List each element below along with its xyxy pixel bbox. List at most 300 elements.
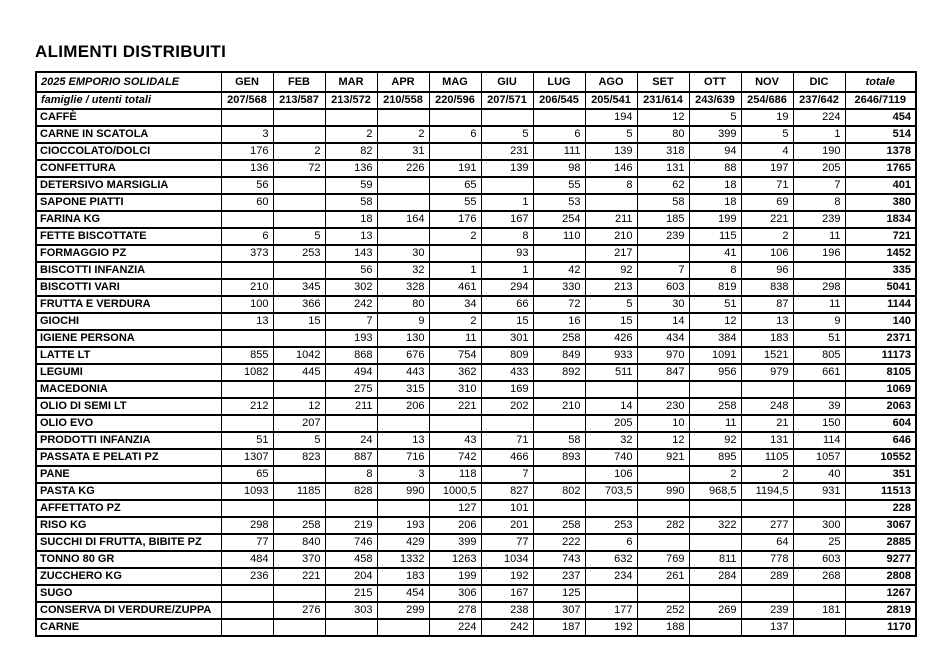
cell-value: 56 bbox=[325, 262, 377, 279]
cell-value: 92 bbox=[689, 432, 741, 449]
cell-value: 956 bbox=[689, 364, 741, 381]
cell-value: 310 bbox=[429, 381, 481, 398]
cell-value: 13 bbox=[221, 313, 273, 330]
table-row bbox=[36, 347, 916, 364]
table-body bbox=[36, 92, 916, 636]
cell-value: 306 bbox=[429, 585, 481, 602]
cell-value: 43 bbox=[429, 432, 481, 449]
row-total: 1378 bbox=[845, 143, 916, 160]
row-label: AFFETTATO PZ bbox=[36, 500, 221, 517]
cell-value: 811 bbox=[689, 551, 741, 568]
cell-value: 990 bbox=[637, 483, 689, 500]
cell-value: 82 bbox=[325, 143, 377, 160]
cell-value: 18 bbox=[689, 194, 741, 211]
cell-value: 2 bbox=[741, 466, 793, 483]
cell-value bbox=[273, 330, 325, 347]
cell-value: 199 bbox=[429, 568, 481, 585]
cell-value: 278 bbox=[429, 602, 481, 619]
cell-value: 30 bbox=[377, 245, 429, 262]
cell-value bbox=[377, 109, 429, 126]
table-row bbox=[36, 313, 916, 330]
row-total: 5041 bbox=[845, 279, 916, 296]
cell-value bbox=[221, 602, 273, 619]
cell-value: 769 bbox=[637, 551, 689, 568]
families-users-row bbox=[36, 92, 916, 109]
cell-value bbox=[793, 262, 845, 279]
cell-value: 893 bbox=[533, 449, 585, 466]
cell-value: 16 bbox=[533, 313, 585, 330]
families-users-value: 220/596 bbox=[429, 92, 481, 109]
cell-value: 131 bbox=[741, 432, 793, 449]
cell-value: 933 bbox=[585, 347, 637, 364]
cell-value: 238 bbox=[481, 602, 533, 619]
cell-value: 298 bbox=[221, 517, 273, 534]
cell-value: 242 bbox=[325, 296, 377, 313]
cell-value: 58 bbox=[533, 432, 585, 449]
cell-value: 42 bbox=[533, 262, 585, 279]
row-total: 514 bbox=[845, 126, 916, 143]
cell-value: 143 bbox=[325, 245, 377, 262]
cell-value: 210 bbox=[221, 279, 273, 296]
cell-value: 11 bbox=[793, 296, 845, 313]
row-label: OLIO EVO bbox=[36, 415, 221, 432]
table-row bbox=[36, 466, 916, 483]
cell-value bbox=[273, 109, 325, 126]
column-header-month: LUG bbox=[533, 72, 585, 92]
cell-value: 150 bbox=[793, 415, 845, 432]
table-row bbox=[36, 415, 916, 432]
cell-value: 7 bbox=[325, 313, 377, 330]
cell-value bbox=[637, 245, 689, 262]
row-label: MACEDONIA bbox=[36, 381, 221, 398]
cell-value: 21 bbox=[741, 415, 793, 432]
cell-value: 190 bbox=[793, 143, 845, 160]
cell-value: 106 bbox=[585, 466, 637, 483]
cell-value: 65 bbox=[221, 466, 273, 483]
cell-value: 12 bbox=[637, 109, 689, 126]
cell-value: 51 bbox=[689, 296, 741, 313]
cell-value: 204 bbox=[325, 568, 377, 585]
cell-value: 18 bbox=[325, 211, 377, 228]
cell-value: 55 bbox=[533, 177, 585, 194]
cell-value: 131 bbox=[637, 160, 689, 177]
column-header-month: NOV bbox=[741, 72, 793, 92]
row-total: 335 bbox=[845, 262, 916, 279]
cell-value: 809 bbox=[481, 347, 533, 364]
row-label: CONFETTURA bbox=[36, 160, 221, 177]
cell-value: 13 bbox=[377, 432, 429, 449]
cell-value bbox=[429, 109, 481, 126]
cell-value bbox=[221, 381, 273, 398]
cell-value: 8 bbox=[585, 177, 637, 194]
cell-value bbox=[429, 143, 481, 160]
cell-value: 2 bbox=[741, 228, 793, 245]
cell-value: 206 bbox=[429, 517, 481, 534]
families-users-value: 237/642 bbox=[793, 92, 845, 109]
cell-value bbox=[325, 619, 377, 636]
cell-value: 298 bbox=[793, 279, 845, 296]
cell-value: 399 bbox=[429, 534, 481, 551]
cell-value: 146 bbox=[585, 160, 637, 177]
table-header bbox=[36, 72, 916, 92]
cell-value: 15 bbox=[481, 313, 533, 330]
row-label: CARNE IN SCATOLA bbox=[36, 126, 221, 143]
cell-value: 5 bbox=[689, 109, 741, 126]
table-row bbox=[36, 296, 916, 313]
cell-value: 221 bbox=[741, 211, 793, 228]
cell-value: 10 bbox=[637, 415, 689, 432]
cell-value: 2 bbox=[429, 228, 481, 245]
cell-value bbox=[429, 245, 481, 262]
cell-value bbox=[793, 381, 845, 398]
cell-value bbox=[533, 415, 585, 432]
cell-value: 101 bbox=[481, 500, 533, 517]
cell-value: 8 bbox=[793, 194, 845, 211]
cell-value: 1042 bbox=[273, 347, 325, 364]
cell-value: 40 bbox=[793, 466, 845, 483]
families-users-value: 205/541 bbox=[585, 92, 637, 109]
cell-value: 373 bbox=[221, 245, 273, 262]
cell-value: 192 bbox=[481, 568, 533, 585]
cell-value: 236 bbox=[221, 568, 273, 585]
cell-value: 199 bbox=[689, 211, 741, 228]
cell-value: 307 bbox=[533, 602, 585, 619]
row-total: 140 bbox=[845, 313, 916, 330]
cell-value: 231 bbox=[481, 143, 533, 160]
cell-value: 330 bbox=[533, 279, 585, 296]
cell-value: 1 bbox=[429, 262, 481, 279]
cell-value: 466 bbox=[481, 449, 533, 466]
cell-value: 2 bbox=[273, 143, 325, 160]
row-label: PRODOTTI INFANZIA bbox=[36, 432, 221, 449]
cell-value bbox=[273, 211, 325, 228]
cell-value: 345 bbox=[273, 279, 325, 296]
row-label: FRUTTA E VERDURA bbox=[36, 296, 221, 313]
cell-value: 276 bbox=[273, 602, 325, 619]
cell-value bbox=[325, 500, 377, 517]
cell-value: 167 bbox=[481, 211, 533, 228]
cell-value: 838 bbox=[741, 279, 793, 296]
cell-value: 603 bbox=[793, 551, 845, 568]
cell-value: 261 bbox=[637, 568, 689, 585]
cell-value: 2 bbox=[377, 126, 429, 143]
row-label: FARINA KG bbox=[36, 211, 221, 228]
cell-value: 137 bbox=[741, 619, 793, 636]
cell-value: 294 bbox=[481, 279, 533, 296]
cell-value: 2 bbox=[325, 126, 377, 143]
families-users-label: famiglie / utenti totali bbox=[36, 92, 221, 109]
cell-value: 196 bbox=[793, 245, 845, 262]
cell-value bbox=[689, 500, 741, 517]
row-label: PANE bbox=[36, 466, 221, 483]
cell-value: 484 bbox=[221, 551, 273, 568]
cell-value: 51 bbox=[221, 432, 273, 449]
cell-value: 433 bbox=[481, 364, 533, 381]
cell-value bbox=[273, 585, 325, 602]
cell-value: 661 bbox=[793, 364, 845, 381]
table-row bbox=[36, 619, 916, 636]
row-total: 3067 bbox=[845, 517, 916, 534]
table-row bbox=[36, 194, 916, 211]
header-row bbox=[36, 72, 916, 92]
cell-value bbox=[689, 585, 741, 602]
cell-value: 805 bbox=[793, 347, 845, 364]
cell-value: 96 bbox=[741, 262, 793, 279]
cell-value: 8 bbox=[689, 262, 741, 279]
cell-value: 13 bbox=[741, 313, 793, 330]
cell-value: 1194,5 bbox=[741, 483, 793, 500]
cell-value bbox=[637, 466, 689, 483]
cell-value: 177 bbox=[585, 602, 637, 619]
cell-value bbox=[585, 585, 637, 602]
cell-value: 603 bbox=[637, 279, 689, 296]
cell-value: 445 bbox=[273, 364, 325, 381]
row-label: CAFFÈ bbox=[36, 109, 221, 126]
row-total: 2808 bbox=[845, 568, 916, 585]
cell-value: 164 bbox=[377, 211, 429, 228]
cell-value bbox=[585, 381, 637, 398]
cell-value: 219 bbox=[325, 517, 377, 534]
cell-value: 14 bbox=[585, 398, 637, 415]
row-label: SAPONE PIATTI bbox=[36, 194, 221, 211]
row-label: BISCOTTI INFANZIA bbox=[36, 262, 221, 279]
cell-value: 8 bbox=[481, 228, 533, 245]
cell-value: 217 bbox=[585, 245, 637, 262]
cell-value bbox=[273, 194, 325, 211]
table-row bbox=[36, 228, 916, 245]
cell-value: 18 bbox=[689, 177, 741, 194]
cell-value: 176 bbox=[221, 143, 273, 160]
row-label: IGIENE PERSONA bbox=[36, 330, 221, 347]
cell-value: 269 bbox=[689, 602, 741, 619]
row-total: 2885 bbox=[845, 534, 916, 551]
cell-value: 71 bbox=[481, 432, 533, 449]
cell-value: 429 bbox=[377, 534, 429, 551]
cell-value: 110 bbox=[533, 228, 585, 245]
cell-value: 990 bbox=[377, 483, 429, 500]
cell-value: 60 bbox=[221, 194, 273, 211]
cell-value: 328 bbox=[377, 279, 429, 296]
table-row bbox=[36, 602, 916, 619]
cell-value bbox=[481, 415, 533, 432]
cell-value: 258 bbox=[533, 517, 585, 534]
cell-value: 275 bbox=[325, 381, 377, 398]
cell-value bbox=[325, 415, 377, 432]
cell-value: 65 bbox=[429, 177, 481, 194]
families-users-value: 254/686 bbox=[741, 92, 793, 109]
cell-value: 302 bbox=[325, 279, 377, 296]
cell-value: 191 bbox=[429, 160, 481, 177]
cell-value: 399 bbox=[689, 126, 741, 143]
cell-value: 1 bbox=[481, 262, 533, 279]
row-label: CARNE bbox=[36, 619, 221, 636]
cell-value: 94 bbox=[689, 143, 741, 160]
cell-value: 92 bbox=[585, 262, 637, 279]
cell-value: 3 bbox=[221, 126, 273, 143]
cell-value: 443 bbox=[377, 364, 429, 381]
cell-value: 802 bbox=[533, 483, 585, 500]
row-label: TONNO 80 GR bbox=[36, 551, 221, 568]
cell-value: 114 bbox=[793, 432, 845, 449]
cell-value: 25 bbox=[793, 534, 845, 551]
cell-value: 13 bbox=[325, 228, 377, 245]
row-total: 646 bbox=[845, 432, 916, 449]
cell-value: 289 bbox=[741, 568, 793, 585]
cell-value bbox=[533, 466, 585, 483]
row-label: PASTA KG bbox=[36, 483, 221, 500]
cell-value: 1082 bbox=[221, 364, 273, 381]
cell-value: 7 bbox=[637, 262, 689, 279]
cell-value: 1 bbox=[793, 126, 845, 143]
cell-value: 284 bbox=[689, 568, 741, 585]
cell-value: 370 bbox=[273, 551, 325, 568]
cell-value: 64 bbox=[741, 534, 793, 551]
cell-value: 222 bbox=[533, 534, 585, 551]
table-row bbox=[36, 364, 916, 381]
table-row bbox=[36, 517, 916, 534]
cell-value: 461 bbox=[429, 279, 481, 296]
cell-value: 15 bbox=[273, 313, 325, 330]
cell-value: 2 bbox=[689, 466, 741, 483]
cell-value: 1000,5 bbox=[429, 483, 481, 500]
table-row bbox=[36, 381, 916, 398]
row-label: BISCOTTI VARI bbox=[36, 279, 221, 296]
column-header-month: OTT bbox=[689, 72, 741, 92]
cell-value bbox=[273, 262, 325, 279]
cell-value: 215 bbox=[325, 585, 377, 602]
cell-value: 201 bbox=[481, 517, 533, 534]
cell-value: 136 bbox=[221, 160, 273, 177]
cell-value: 211 bbox=[585, 211, 637, 228]
cell-value: 15 bbox=[585, 313, 637, 330]
cell-value: 5 bbox=[273, 228, 325, 245]
cell-value: 258 bbox=[273, 517, 325, 534]
cell-value: 234 bbox=[585, 568, 637, 585]
cell-value: 5 bbox=[273, 432, 325, 449]
cell-value: 754 bbox=[429, 347, 481, 364]
table-row bbox=[36, 585, 916, 602]
cell-value bbox=[793, 619, 845, 636]
cell-value: 494 bbox=[325, 364, 377, 381]
alimenti-distribuiti-table bbox=[35, 71, 917, 637]
cell-value: 7 bbox=[481, 466, 533, 483]
cell-value bbox=[377, 619, 429, 636]
cell-value: 5 bbox=[481, 126, 533, 143]
cell-value bbox=[377, 228, 429, 245]
cell-value bbox=[377, 500, 429, 517]
cell-value bbox=[221, 415, 273, 432]
cell-value: 69 bbox=[741, 194, 793, 211]
cell-value: 11 bbox=[689, 415, 741, 432]
cell-value: 9 bbox=[793, 313, 845, 330]
families-users-value: 207/571 bbox=[481, 92, 533, 109]
cell-value bbox=[533, 245, 585, 262]
cell-value: 211 bbox=[325, 398, 377, 415]
cell-value: 1057 bbox=[793, 449, 845, 466]
cell-value: 6 bbox=[221, 228, 273, 245]
cell-value: 3 bbox=[377, 466, 429, 483]
cell-value: 34 bbox=[429, 296, 481, 313]
cell-value: 887 bbox=[325, 449, 377, 466]
cell-value: 2 bbox=[429, 313, 481, 330]
cell-value: 193 bbox=[377, 517, 429, 534]
cell-value: 892 bbox=[533, 364, 585, 381]
cell-value: 66 bbox=[481, 296, 533, 313]
row-total: 1834 bbox=[845, 211, 916, 228]
cell-value: 1 bbox=[481, 194, 533, 211]
row-label: SUCCHI DI FRUTTA, BIBITE PZ bbox=[36, 534, 221, 551]
row-total: 721 bbox=[845, 228, 916, 245]
cell-value: 224 bbox=[793, 109, 845, 126]
cell-value: 277 bbox=[741, 517, 793, 534]
families-users-total: 2646/7119 bbox=[845, 92, 916, 109]
cell-value: 185 bbox=[637, 211, 689, 228]
row-label: OLIO DI SEMI LT bbox=[36, 398, 221, 415]
column-header-month: GEN bbox=[221, 72, 273, 92]
cell-value: 207 bbox=[273, 415, 325, 432]
row-total: 8105 bbox=[845, 364, 916, 381]
cell-value bbox=[221, 619, 273, 636]
cell-value: 125 bbox=[533, 585, 585, 602]
row-total: 1170 bbox=[845, 619, 916, 636]
cell-value: 205 bbox=[793, 160, 845, 177]
table-row bbox=[36, 160, 916, 177]
cell-value: 258 bbox=[689, 398, 741, 415]
cell-value: 87 bbox=[741, 296, 793, 313]
cell-value: 72 bbox=[273, 160, 325, 177]
column-header-month: AGO bbox=[585, 72, 637, 92]
column-header-month: FEB bbox=[273, 72, 325, 92]
cell-value: 32 bbox=[377, 262, 429, 279]
table-row bbox=[36, 398, 916, 415]
row-total: 10552 bbox=[845, 449, 916, 466]
cell-value: 303 bbox=[325, 602, 377, 619]
row-total: 604 bbox=[845, 415, 916, 432]
cell-value: 12 bbox=[273, 398, 325, 415]
cell-value: 181 bbox=[793, 602, 845, 619]
cell-value: 315 bbox=[377, 381, 429, 398]
row-total: 9277 bbox=[845, 551, 916, 568]
cell-value: 224 bbox=[429, 619, 481, 636]
cell-value: 239 bbox=[741, 602, 793, 619]
cell-value: 931 bbox=[793, 483, 845, 500]
cell-value: 221 bbox=[273, 568, 325, 585]
cell-value: 197 bbox=[741, 160, 793, 177]
cell-value: 362 bbox=[429, 364, 481, 381]
families-users-value: 231/614 bbox=[637, 92, 689, 109]
cell-value bbox=[273, 619, 325, 636]
cell-value: 252 bbox=[637, 602, 689, 619]
cell-value: 188 bbox=[637, 619, 689, 636]
families-users-value: 207/568 bbox=[221, 92, 273, 109]
cell-value bbox=[585, 194, 637, 211]
cell-value: 1105 bbox=[741, 449, 793, 466]
cell-value: 59 bbox=[325, 177, 377, 194]
cell-value: 12 bbox=[689, 313, 741, 330]
cell-value: 39 bbox=[793, 398, 845, 415]
cell-value: 169 bbox=[481, 381, 533, 398]
cell-value: 300 bbox=[793, 517, 845, 534]
row-total: 1765 bbox=[845, 160, 916, 177]
column-header-month: MAR bbox=[325, 72, 377, 92]
cell-value: 139 bbox=[481, 160, 533, 177]
cell-value: 77 bbox=[221, 534, 273, 551]
cell-value: 248 bbox=[741, 398, 793, 415]
column-header-month: APR bbox=[377, 72, 429, 92]
cell-value: 139 bbox=[585, 143, 637, 160]
cell-value: 847 bbox=[637, 364, 689, 381]
cell-value: 56 bbox=[221, 177, 273, 194]
